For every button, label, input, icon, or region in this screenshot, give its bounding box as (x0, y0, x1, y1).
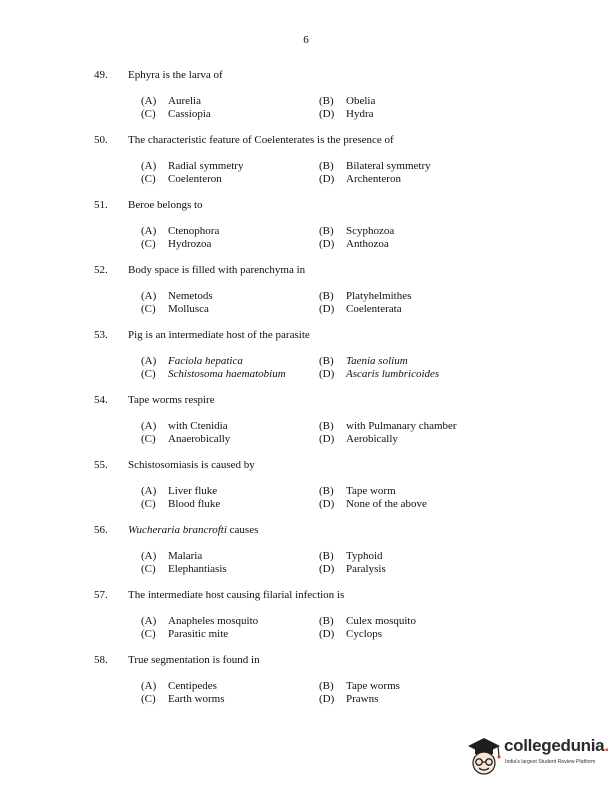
question-49 (0, 69, 612, 131)
option-c: (C) Schistosoma haematobium (141, 368, 286, 380)
question-number: 50. (94, 134, 108, 146)
option-c: (C) Cassiopia (141, 108, 211, 120)
graduate-cap-mascot-icon (466, 734, 502, 778)
option-c: (C) Hydrozoa (141, 238, 212, 250)
option-d: (D) Anthozoa (319, 238, 389, 250)
option-a: (A) with Ctenidia (141, 420, 228, 432)
question-text: Wucheraria brancrofti causes (128, 524, 259, 536)
option-a: (A) Nemetods (141, 290, 213, 302)
option-b: (B) with Pulmanary chamber (319, 420, 457, 432)
question-number: 53. (94, 329, 108, 341)
question-number: 52. (94, 264, 108, 276)
question-text: Body space is filled with parenchyma in (128, 264, 306, 276)
page-number: 6 (303, 34, 309, 46)
question-number: 54. (94, 394, 108, 406)
option-c: (C) Blood fluke (141, 498, 221, 510)
question-50 (0, 134, 612, 196)
question-number: 55. (94, 459, 108, 471)
option-d: (D) Cyclops (319, 628, 383, 640)
logo-wordmark: collegedunia. (504, 736, 609, 755)
option-a: (A) Anapheles mosquito (141, 615, 259, 627)
option-b: (B) Scyphozoa (319, 225, 395, 237)
option-c: (C) Elephantiasis (141, 563, 227, 575)
question-number: 51. (94, 199, 108, 211)
option-a: (A) Radial symmetry (141, 160, 244, 172)
option-b: (B) Tape worm (319, 485, 396, 497)
question-55 (0, 459, 612, 521)
question-57 (0, 589, 612, 651)
question-number: 49. (94, 69, 108, 81)
option-c: (C) Coelenteron (141, 173, 222, 185)
question-text: Schistosomiasis is caused by (128, 459, 255, 471)
option-c: (C) Earth worms (141, 693, 225, 705)
option-d: (D) Archenteron (319, 173, 401, 185)
question-text: Ephyra is the larva of (128, 69, 223, 81)
option-d: (D) Prawns (319, 693, 379, 705)
option-c: (C) Parasitic mite (141, 628, 229, 640)
option-b: (B) Tape worms (319, 680, 400, 692)
option-b: (B) Obelia (319, 95, 376, 107)
option-b: (B) Taenia solium (319, 355, 408, 367)
question-51 (0, 199, 612, 261)
question-text: The intermediate host causing filarial infection is (128, 589, 345, 601)
option-d: (D) Ascaris lumbricoides (319, 368, 440, 380)
option-a: (A) Malaria (141, 550, 203, 562)
option-d: (D) None of the above (319, 498, 427, 510)
question-56 (0, 524, 612, 586)
option-a: (A) Liver fluke (141, 485, 218, 497)
question-text: Beroe belongs to (128, 199, 203, 211)
collegedunia-logo (466, 734, 609, 778)
option-b: (B) Culex mosquito (319, 615, 416, 627)
question-text-italic: Wucheraria brancrofti (128, 524, 227, 536)
question-number: 57. (94, 589, 108, 601)
question-52 (0, 264, 612, 326)
question-number: 56. (94, 524, 108, 536)
option-c: (C) Anaerobically (141, 433, 231, 445)
option-b: (B) Platyhelmithes (319, 290, 412, 302)
option-a: (A) Aurelia (141, 95, 201, 107)
question-54 (0, 394, 612, 456)
question-text: Tape worms respire (128, 394, 215, 406)
option-b: (B) Typhoid (319, 550, 383, 562)
logo-tagline: India's largest Student Review Platform (505, 759, 596, 765)
question-text: The characteristic feature of Coelenterates is the presence of (128, 134, 394, 146)
option-d: (D) Aerobically (319, 433, 398, 445)
option-d: (D) Hydra (319, 108, 374, 120)
option-b: (B) Bilateral symmetry (319, 160, 431, 172)
option-d: (D) Paralysis (319, 563, 386, 575)
question-text: True segmentation is found in (128, 654, 260, 666)
option-a: (A) Ctenophora (141, 225, 220, 237)
question-58 (0, 654, 612, 716)
question-text: Pig is an intermediate host of the parasite (128, 329, 310, 341)
question-53 (0, 329, 612, 391)
option-c: (C) Mollusca (141, 303, 209, 315)
question-number: 58. (94, 654, 108, 666)
option-a: (A) Faciola hepatica (141, 355, 243, 367)
option-a: (A) Centipedes (141, 680, 217, 692)
option-d: (D) Coelenterata (319, 303, 402, 315)
